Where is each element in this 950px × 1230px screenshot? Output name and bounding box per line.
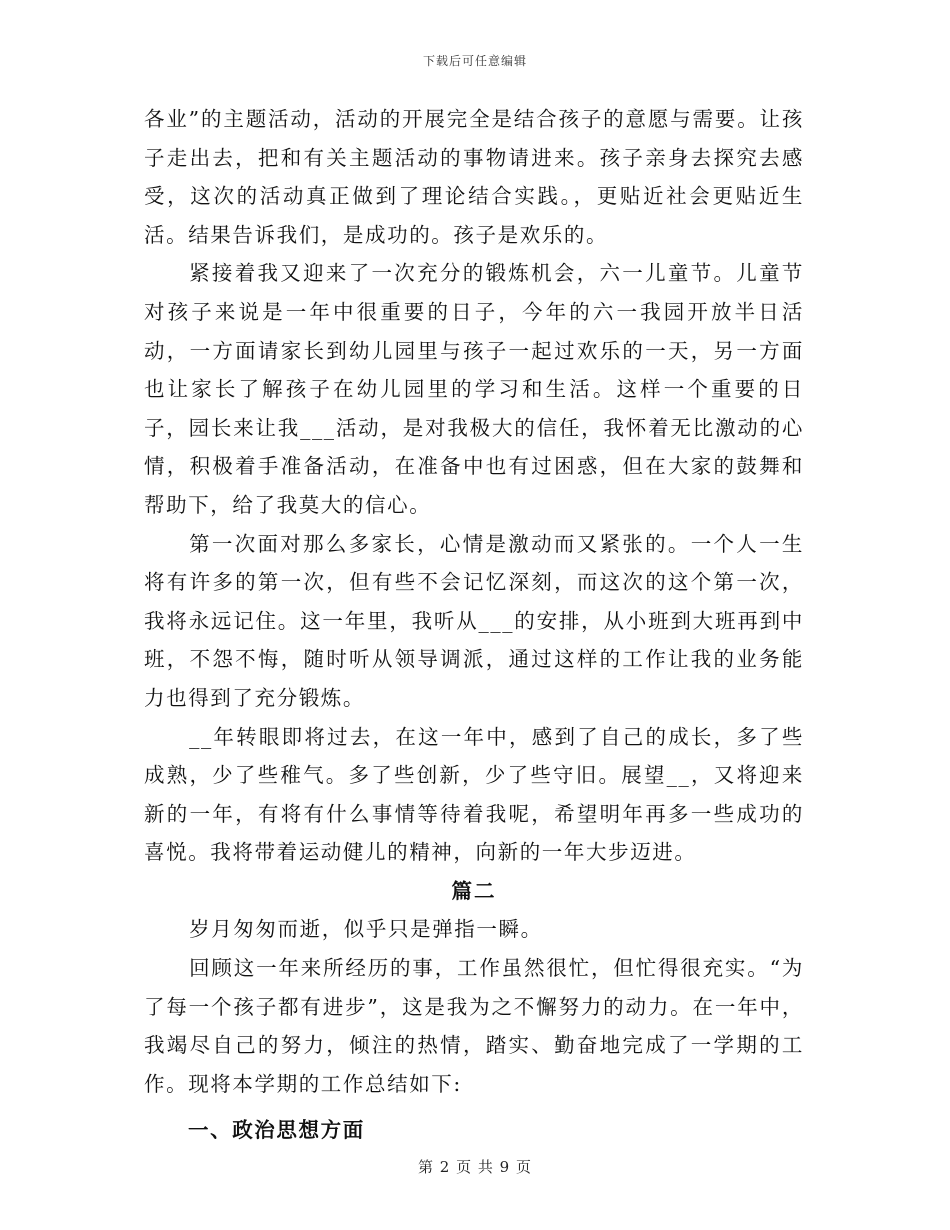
page-footer: 第 2 页 共 9 页	[418, 1158, 532, 1176]
paragraph-year-end: __年转眼即将过去，在这一年中，感到了自己的成长，多了些成熟，少了些稚气。多了些创新，少了些守旧。展望__，又将迎来新的一年，有将有什么事情等待着我呢，希望明年再多一些成功的喜悦。我将带着运动健儿的精神，向新的一年大步迈进。	[144, 724, 804, 865]
paragraph-first-time: 第一次面对那么多家长，心情是激动而又紧张的。一个人一生将有许多的第一次，但有些不会记忆深刻，而这次的这个第一次，我将永远记住。这一年里，我听从___的安排，从小班到大班再到中班，不怨不悔，随时听从领导调派，通过这样的工作让我的业务能力也得到了充分锻炼。	[144, 531, 804, 710]
sub-heading-politics: 一、政治思想方面	[188, 1118, 365, 1143]
document-body	[144, 100, 804, 1150]
paragraph-time-passes: 岁月匆匆而逝，似乎只是弹指一瞬。	[189, 917, 543, 942]
page-header: 下载后可任意编辑	[422, 54, 527, 68]
paragraph-childrens-day: 紧接着我又迎来了一次充分的锻炼机会，六一儿童节。儿童节对孩子来说是一年中很重要的日子，今年的六一我园开放半日活动，一方面请家长到幼儿园里与孩子一起过欢乐的一天，另一方面也让家长了解孩子在幼儿园里的学习和生活。这样一个重要的日子，园长来让我___活动，是对我极大的信任，我怀着无比激动的心情，积极着手准备活动，在准备中也有过困惑，但在大家的鼓舞和帮助下，给了我莫大的信心。	[144, 261, 804, 517]
paragraph-continued: 各业”的主题活动，活动的开展完全是结合孩子的意愿与需要。让孩子走出去，把和有关主题活动的事物请进来。孩子亲身去探究去感受，这次的活动真正做到了理论结合实践。，更贴近社会更贴近生活。结果告诉我们，是成功的。孩子是欢乐的。	[144, 107, 804, 247]
section-title: 篇二	[451, 878, 497, 903]
paragraph-review: 回顾这一年来所经历的事，工作虽然很忙，但忙得很充实。“为了每一个孩子都有进步”，这是我为之不懈努力的动力。在一年中，我竭尽自己的努力，倾注的热情，踏实、勤奋地完成了一学期的工作。现将本学期的工作总结如下:	[144, 956, 804, 1096]
